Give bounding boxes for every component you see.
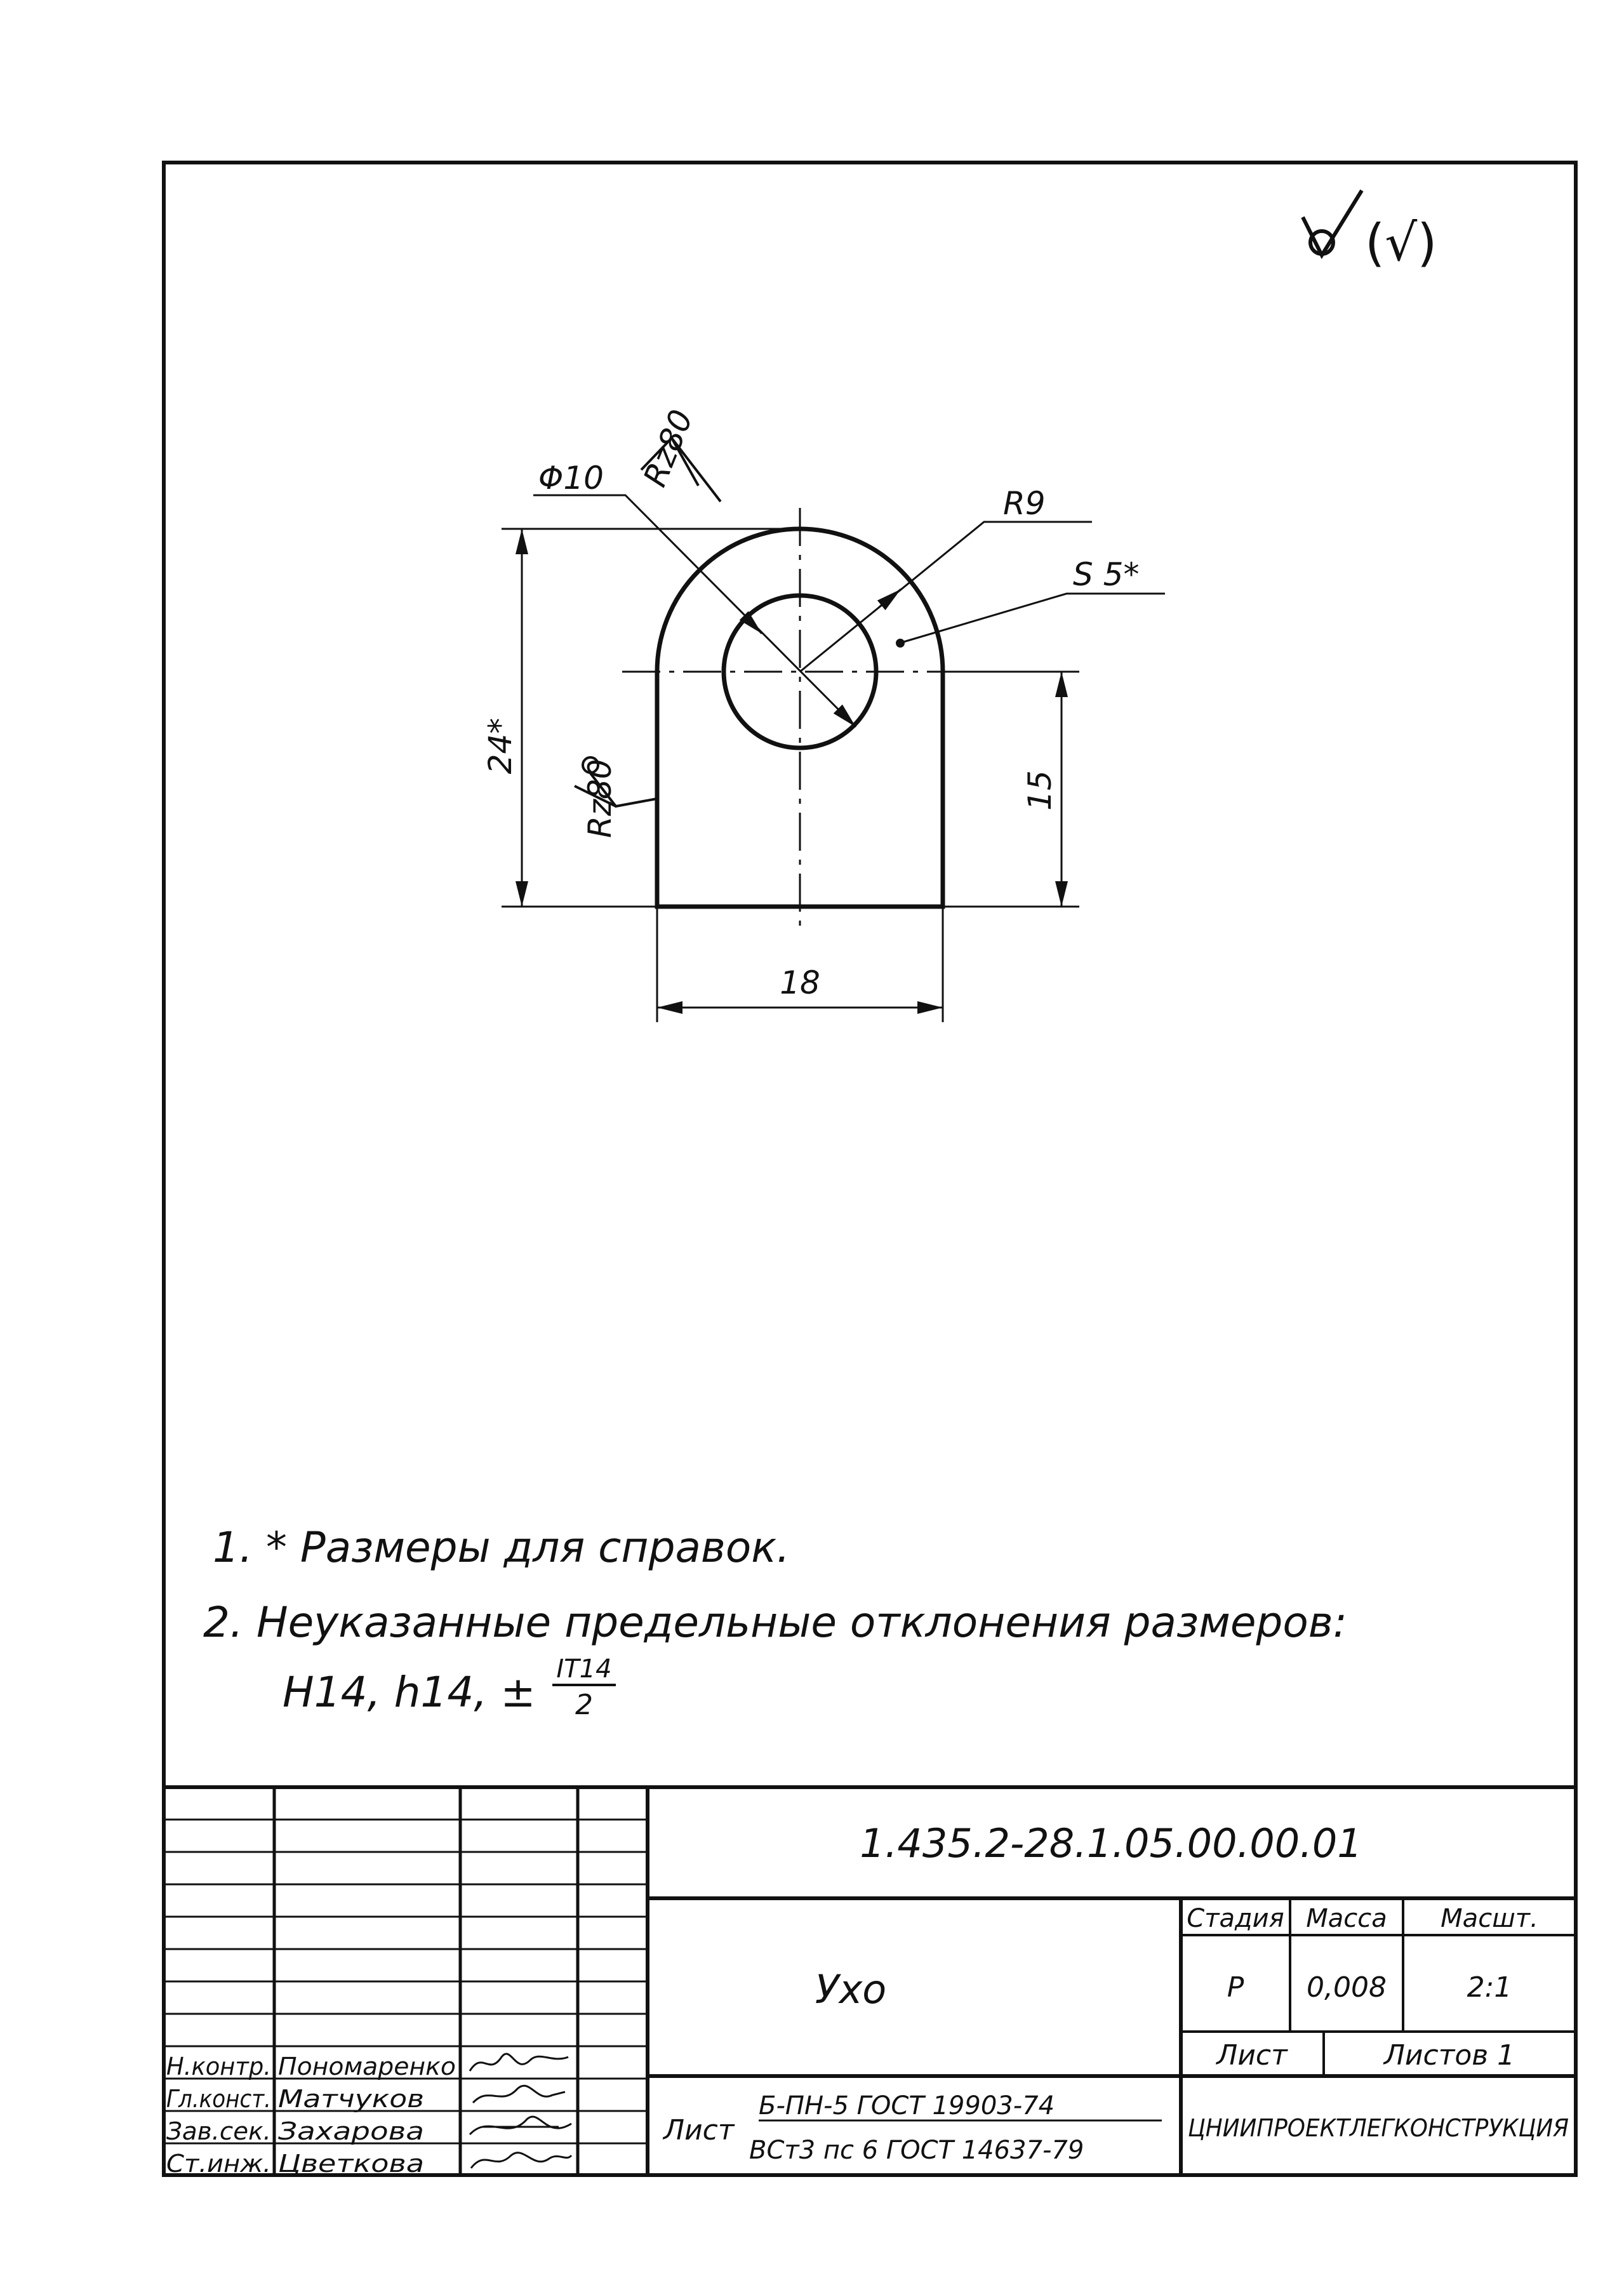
width-label: 18 xyxy=(780,964,820,1001)
stage-value: Р xyxy=(1227,1971,1244,2004)
document-number: 1.435.2-28.1.05.00.00.01 xyxy=(860,1820,1362,1867)
name-matchukov: Матчуков xyxy=(278,2085,424,2113)
material-line-1: Б-ПН-5 ГОСТ 19903-74 xyxy=(759,2091,1055,2120)
mass-header: Масса xyxy=(1306,1904,1387,1933)
thickness-label: S 5* xyxy=(1073,556,1140,593)
hole-roughness-label: Rz80 xyxy=(636,404,700,492)
sheets-label: Листов 1 xyxy=(1383,2039,1515,2072)
drawing-frame xyxy=(164,163,1576,2175)
roughness-general-icon xyxy=(1303,190,1362,255)
signature-4 xyxy=(471,2153,571,2168)
radius-label: R9 xyxy=(1003,485,1046,522)
mass-value: 0,008 xyxy=(1307,1971,1387,2004)
notes xyxy=(203,1523,1347,1721)
name-tsvetkova: Цветкова xyxy=(278,2150,424,2178)
role-st-inzh: Ст.инж. xyxy=(166,2150,271,2178)
roughness-general-symbol: (√) xyxy=(1365,213,1437,272)
tolerance-fraction-denominator: 2 xyxy=(575,1689,593,1721)
signature-3 xyxy=(470,2117,571,2134)
organization-name: ЦНИИПРОЕКТЛЕГКОНСТРУКЦИЯ xyxy=(1188,2114,1569,2142)
tolerance-fraction-numerator: IT14 xyxy=(556,1654,612,1684)
material-line-2: ВСт3 пс 6 ГОСТ 14637-79 xyxy=(749,2136,1084,2165)
sheet-label: Лист xyxy=(1216,2039,1288,2072)
stage-header: Стадия xyxy=(1187,1904,1284,1933)
name-ponomarenko: Пономаренко xyxy=(278,2053,456,2080)
role-n-kontr: Н.контр. xyxy=(166,2053,271,2080)
signature-2 xyxy=(473,2086,565,2103)
part-name: Ухо xyxy=(815,1966,887,2013)
height-label: 24* xyxy=(482,717,519,775)
signature-1 xyxy=(470,2054,568,2071)
note-line-3: H14, h14, ± xyxy=(283,1668,536,1717)
role-gl-konst: Гл.конст. xyxy=(166,2085,271,2113)
hole-height-label: 15 xyxy=(1022,770,1058,811)
side-roughness-label: Rz80 xyxy=(582,759,618,838)
scale-header: Масшт. xyxy=(1441,1904,1538,1933)
thickness-leader-dot xyxy=(896,639,905,648)
center-lines xyxy=(622,508,1067,933)
dimension-lines xyxy=(502,495,1165,1022)
hole-diameter-label: Φ10 xyxy=(538,460,604,496)
scale-value: 2:1 xyxy=(1467,1971,1512,2004)
role-zav-sek: Зав.сек. xyxy=(166,2117,271,2145)
material-prefix: Лист xyxy=(663,2114,735,2147)
note-line-2: 2. Неуказанные предельные отклонения размеров: xyxy=(203,1598,1347,1647)
note-line-1: 1. * Размеры для справок. xyxy=(213,1523,790,1572)
name-zakharova: Захарова xyxy=(278,2117,424,2145)
